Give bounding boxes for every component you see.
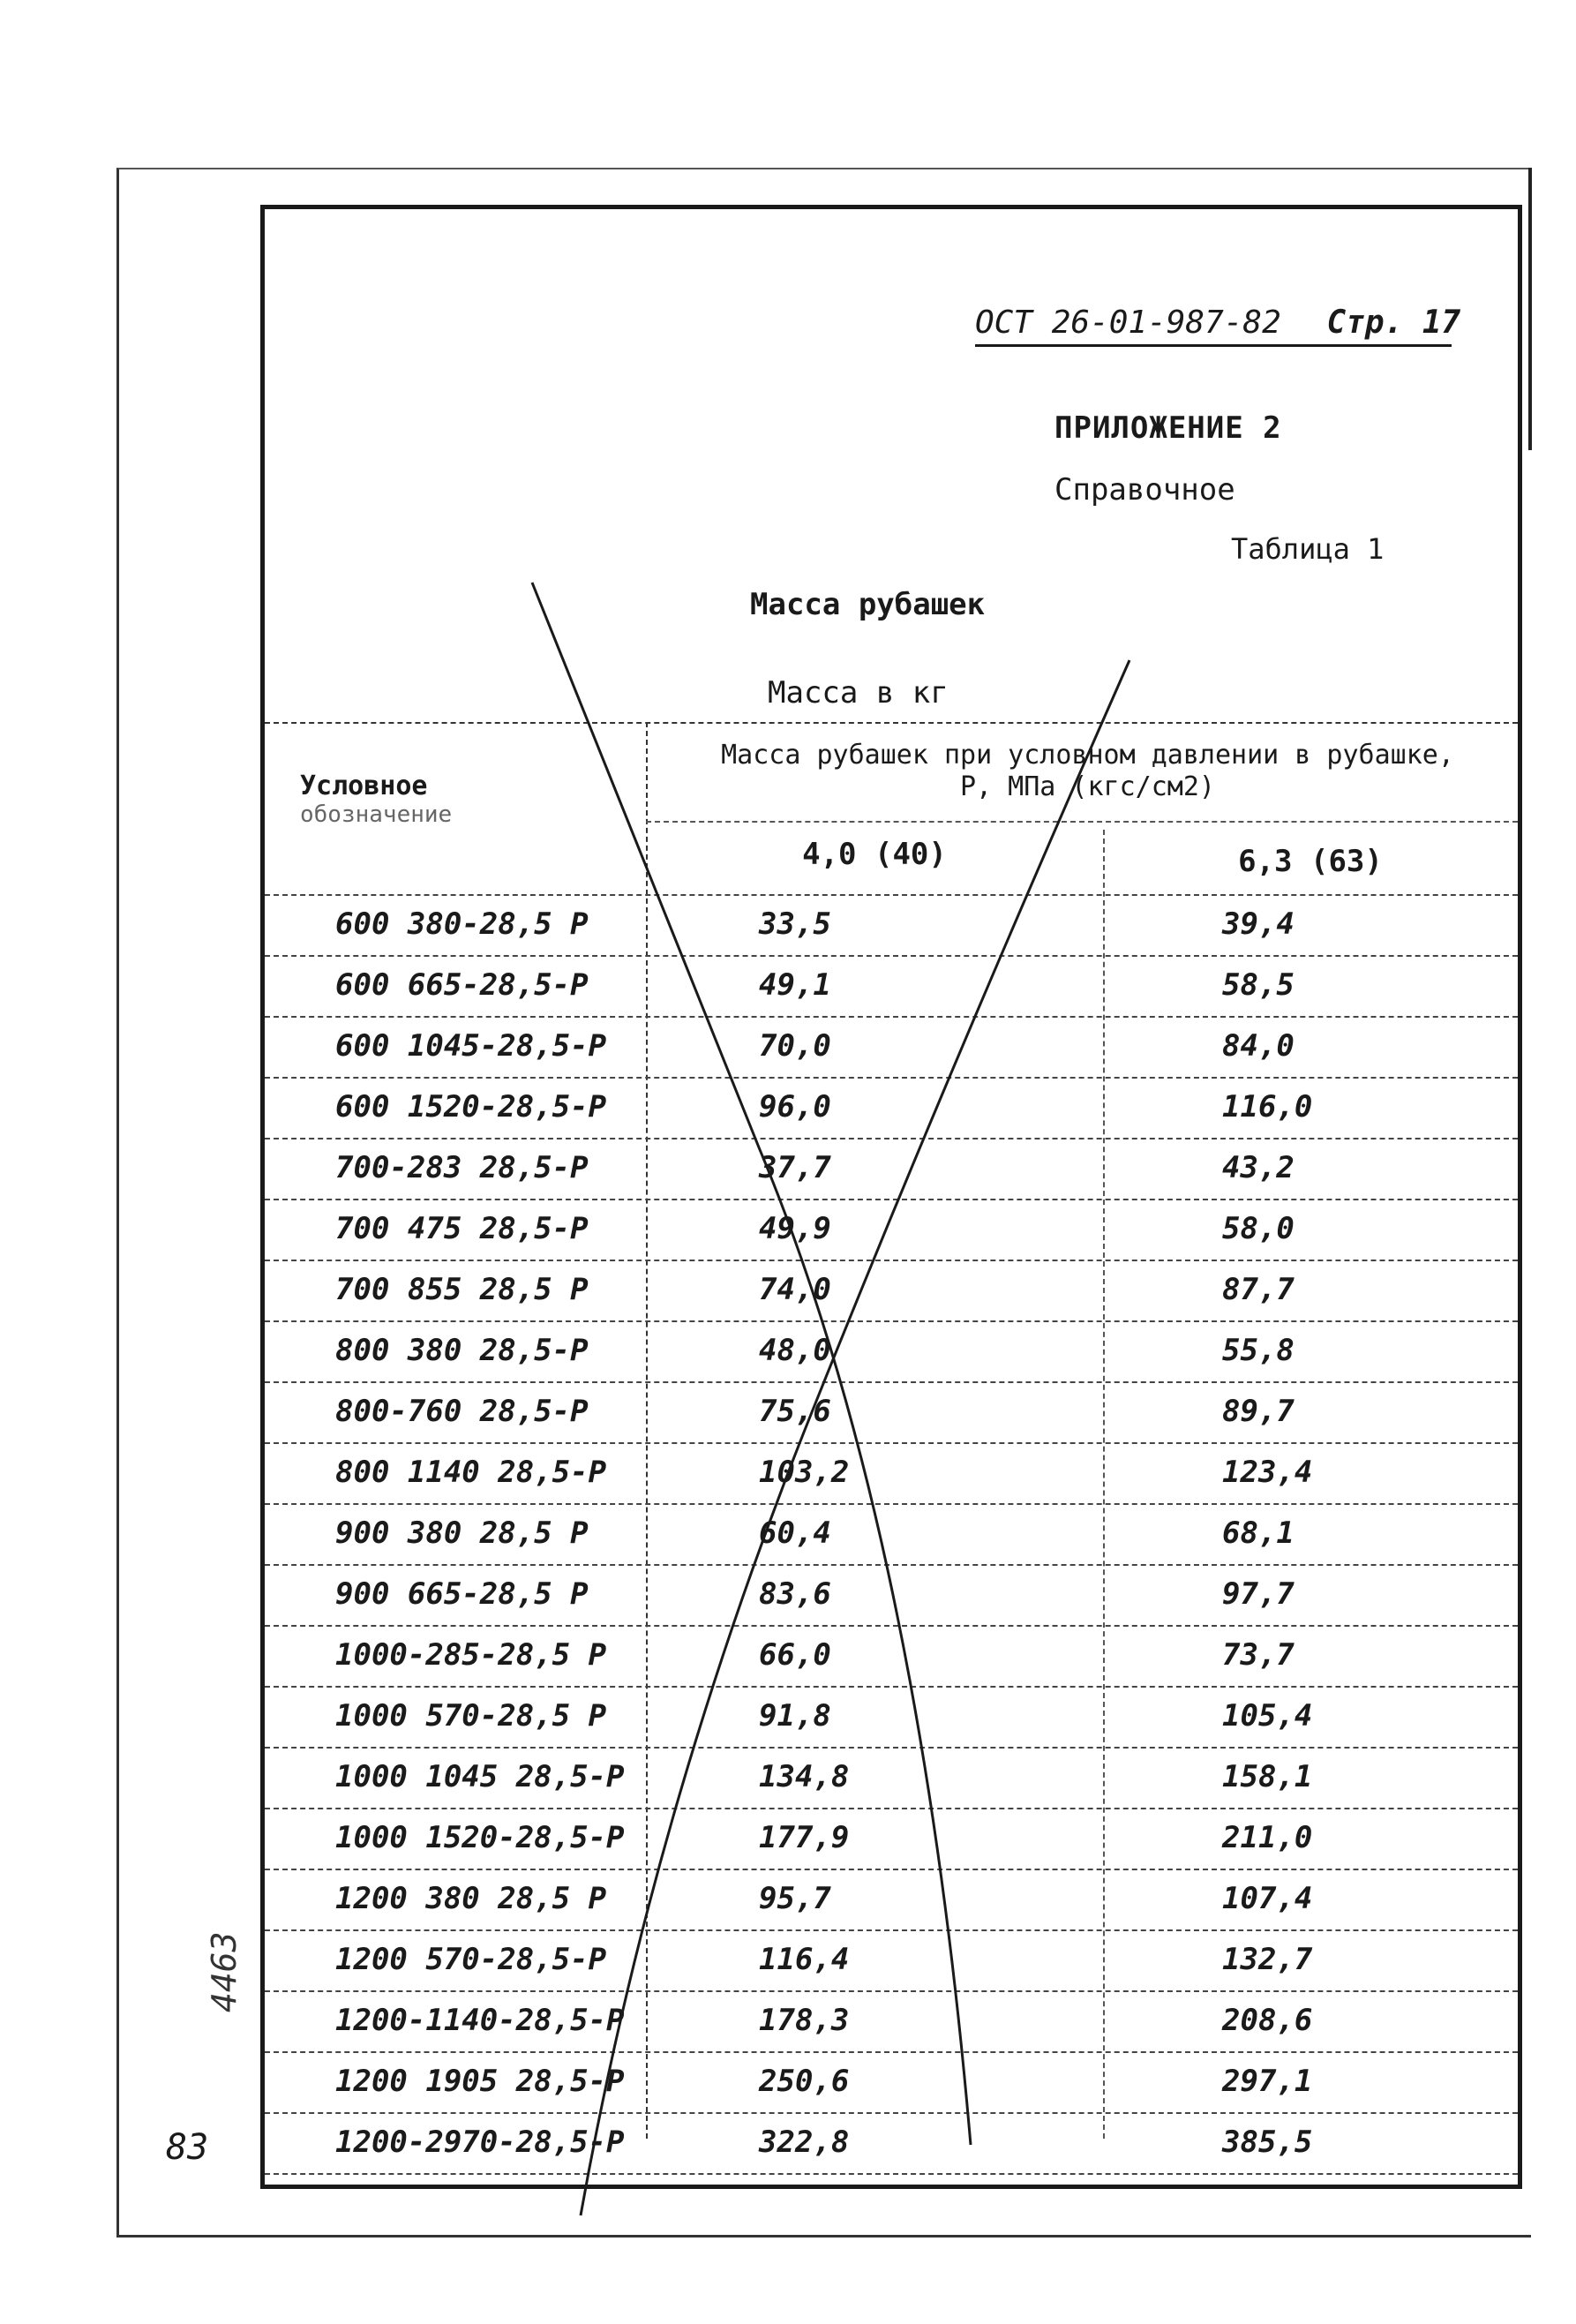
- cell-mass-6mpa: 58,0: [1222, 1211, 1295, 1246]
- cell-mass-4mpa: 134,8: [759, 1759, 850, 1794]
- table-row: [265, 1686, 1518, 1747]
- cell-designation: 600 1520-28,5-Р: [335, 1089, 607, 1124]
- cell-designation: 1200-2970-28,5-Р: [335, 2125, 625, 2160]
- cell-designation: 1000 570-28,5 Р: [335, 1698, 607, 1734]
- cell-mass-4mpa: 66,0: [759, 1637, 831, 1673]
- table-row: [265, 1199, 1518, 1260]
- cell-designation: 1000 1045 28,5-Р: [335, 1759, 625, 1794]
- cell-mass-4mpa: 60,4: [759, 1515, 831, 1551]
- document-code: [975, 305, 1461, 347]
- cell-mass-4mpa: 75,6: [759, 1394, 831, 1429]
- cell-designation: 600 665-28,5-Р: [335, 967, 589, 1003]
- cell-designation: 1000 1520-28,5-Р: [335, 1820, 625, 1855]
- cell-mass-6mpa: 107,4: [1222, 1881, 1313, 1916]
- cell-mass-6mpa: 39,4: [1222, 906, 1295, 942]
- cell-mass-4mpa: 83,6: [759, 1576, 831, 1612]
- cell-designation: 1200 570-28,5-Р: [335, 1942, 607, 1977]
- cell-mass-6mpa: 385,5: [1222, 2125, 1313, 2160]
- table-label: Таблица 1: [1231, 532, 1385, 566]
- cell-mass-6mpa: 158,1: [1222, 1759, 1313, 1794]
- header-designation: [300, 771, 635, 828]
- cell-mass-4mpa: 322,8: [759, 2125, 850, 2160]
- appendix-type: Справочное: [1054, 472, 1235, 508]
- appendix-title: ПРИЛОЖЕНИЕ 2: [1054, 410, 1282, 446]
- table-row: [265, 1016, 1518, 1077]
- cell-designation: 600 1045-28,5-Р: [335, 1028, 607, 1064]
- cell-mass-4mpa: 116,4: [759, 1942, 850, 1977]
- margin-page-number: 83: [166, 2127, 209, 2168]
- table-row: [265, 1747, 1518, 1808]
- scan-right-edge: [1528, 168, 1532, 450]
- cell-mass-6mpa: 297,1: [1222, 2064, 1313, 2099]
- cell-mass-6mpa: 123,4: [1222, 1455, 1313, 1490]
- cell-mass-6mpa: 105,4: [1222, 1698, 1313, 1734]
- cell-designation: 700 475 28,5-Р: [335, 1211, 589, 1246]
- cell-mass-4mpa: 37,7: [759, 1150, 831, 1185]
- table-row: [265, 1929, 1518, 1990]
- cell-designation: 900 380 28,5 Р: [335, 1515, 589, 1551]
- table-row: [265, 1138, 1518, 1199]
- cell-mass-4mpa: 48,0: [759, 1333, 831, 1368]
- cell-designation: 1200 380 28,5 Р: [335, 1881, 607, 1916]
- table-row: [265, 1808, 1518, 1869]
- cell-mass-6mpa: 208,6: [1222, 2003, 1313, 2038]
- cell-mass-4mpa: 177,9: [759, 1820, 850, 1855]
- table-bottom-border: [265, 2173, 1518, 2175]
- header-designation-label: Условное: [300, 771, 428, 801]
- header-divider: [646, 821, 1518, 823]
- cell-mass-6mpa: 97,7: [1222, 1576, 1295, 1612]
- header-pressure-span: [657, 740, 1518, 803]
- cell-mass-6mpa: 55,8: [1222, 1333, 1295, 1368]
- table-row: [265, 1381, 1518, 1442]
- table-row: [265, 894, 1518, 955]
- cell-mass-6mpa: 84,0: [1222, 1028, 1295, 1064]
- table-row: [265, 1990, 1518, 2051]
- table-row: [265, 955, 1518, 1016]
- cell-designation: 1000-285-28,5 Р: [335, 1637, 607, 1673]
- table-row: [265, 1320, 1518, 1381]
- cell-designation: 900 665-28,5 Р: [335, 1576, 589, 1612]
- cell-mass-4mpa: 49,1: [759, 967, 831, 1003]
- cell-mass-6mpa: 89,7: [1222, 1394, 1295, 1429]
- cell-mass-4mpa: 250,6: [759, 2064, 850, 2099]
- cell-mass-6mpa: 43,2: [1222, 1150, 1295, 1185]
- doc-code-text: ОСТ 26-01-987-82: [975, 305, 1281, 341]
- cell-mass-6mpa: 68,1: [1222, 1515, 1295, 1551]
- header-designation-sub: обозначение: [300, 801, 453, 828]
- cell-mass-4mpa: 70,0: [759, 1028, 831, 1064]
- table-row: [265, 1564, 1518, 1625]
- cell-mass-6mpa: 132,7: [1222, 1942, 1313, 1977]
- margin-vertical-note: 4463: [205, 1931, 244, 2012]
- cell-designation: 700-283 28,5-Р: [335, 1150, 589, 1185]
- table-top-border: [265, 722, 1518, 724]
- cell-designation: 1200 1905 28,5-Р: [335, 2064, 625, 2099]
- cell-mass-4mpa: 178,3: [759, 2003, 850, 2038]
- table-body: [265, 894, 1518, 2175]
- cell-mass-6mpa: 58,5: [1222, 967, 1295, 1003]
- table-row: [265, 1077, 1518, 1138]
- table-row: [265, 1503, 1518, 1564]
- cell-mass-4mpa: 95,7: [759, 1881, 831, 1916]
- cell-mass-6mpa: 73,7: [1222, 1637, 1295, 1673]
- table-row: [265, 1625, 1518, 1686]
- header-col-6mpa: 6,3 (63): [1238, 844, 1383, 879]
- cell-mass-6mpa: 116,0: [1222, 1089, 1313, 1124]
- cell-mass-4mpa: 33,5: [759, 906, 831, 942]
- table-row: [265, 2051, 1518, 2112]
- header-col-4mpa: 4,0 (40): [802, 837, 947, 872]
- cell-designation: 800 1140 28,5-Р: [335, 1455, 607, 1490]
- cell-mass-4mpa: 91,8: [759, 1698, 831, 1734]
- header-pressure-unit: Р, МПа (кгс/см2): [960, 771, 1215, 802]
- cell-mass-4mpa: 74,0: [759, 1272, 831, 1307]
- page-number: Стр. 17: [1326, 305, 1461, 341]
- table-row: [265, 1869, 1518, 1929]
- cell-designation: 800-760 28,5-Р: [335, 1394, 589, 1429]
- cell-mass-4mpa: 103,2: [759, 1455, 850, 1490]
- unit-label: Масса в кг: [768, 675, 949, 711]
- cell-mass-4mpa: 49,9: [759, 1211, 831, 1246]
- cell-designation: 800 380 28,5-Р: [335, 1333, 589, 1368]
- cell-designation: 600 380-28,5 Р: [335, 906, 589, 942]
- table-row: [265, 1260, 1518, 1320]
- cell-designation: 700 855 28,5 Р: [335, 1272, 589, 1307]
- cell-mass-6mpa: 87,7: [1222, 1272, 1295, 1307]
- header-pressure-label: Масса рубашек при условном давлении в рубашке,: [721, 740, 1454, 771]
- cell-mass-6mpa: 211,0: [1222, 1820, 1313, 1855]
- table-row: [265, 1442, 1518, 1503]
- cell-mass-4mpa: 96,0: [759, 1089, 831, 1124]
- table-title: Масса рубашек: [750, 587, 986, 622]
- cell-designation: 1200-1140-28,5-Р: [335, 2003, 625, 2038]
- table-row: [265, 2112, 1518, 2173]
